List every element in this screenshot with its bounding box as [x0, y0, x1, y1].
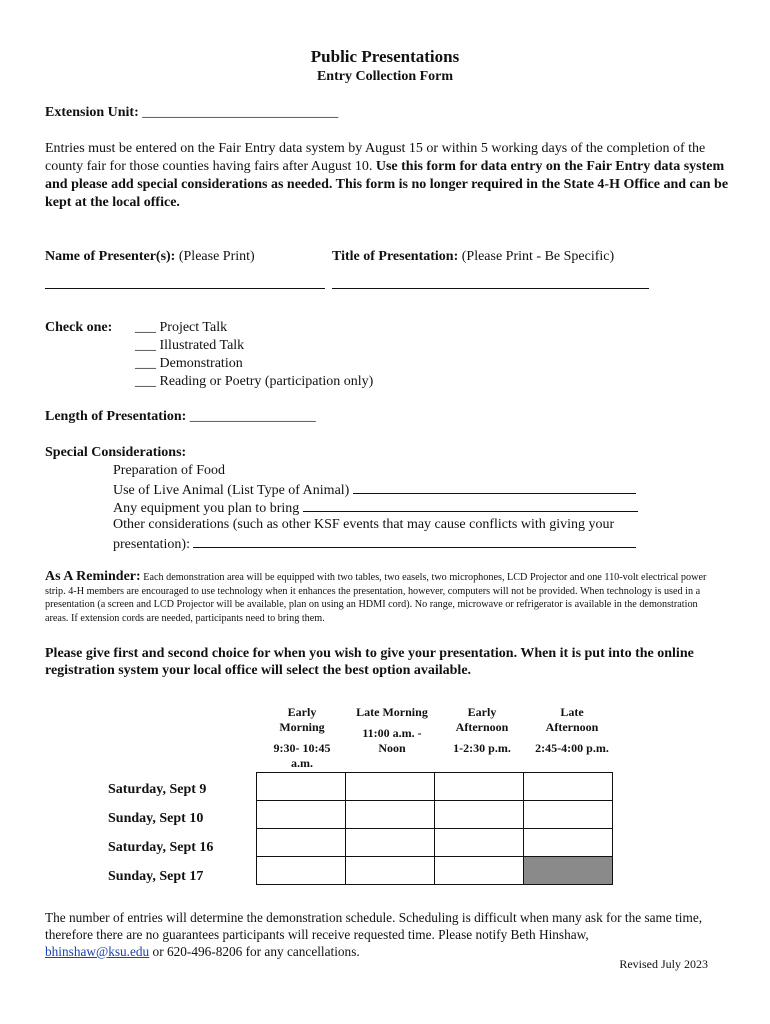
row-label-sat-sept-9: Saturday, Sept 9: [108, 782, 207, 797]
footer-paragraph: [45, 909, 717, 960]
option-demonstration[interactable]: ___ Demonstration: [135, 356, 243, 371]
revised-date: Revised July 2023: [619, 957, 708, 971]
special-equipment-label: Any equipment you plan to bring: [113, 501, 300, 516]
reminder-text: Each demonstration area will be equipped with two tables, two easels, two microphones, LCD Projector and one 110-volt electrical power strip. 4-H members are encouraged to use technology when it enhances the presentation, however, computers will not be provided. When technology is used in a presentation (a screen and LCD Projector will be available, plan on using an HDMI cord). No range, microwave or refrigerator is available in the demonstration areas. If extension cords are needed, participants need to bring them.: [45, 572, 707, 624]
presentation-title-hint: (Please Print - Be Specific): [458, 249, 615, 264]
col-header-late-morning-line1: Late Morning: [356, 705, 428, 719]
col-header-late-afternoon-time1: 2:45-4:00 p.m.: [535, 741, 609, 755]
option-illustrated-talk[interactable]: ___ Illustrated Talk: [135, 338, 245, 353]
presentation-title-label: Title of Presentation:: [332, 249, 459, 264]
special-considerations-label: Special Considerations:: [45, 445, 187, 460]
cell-sun17-late-afternoon-unavailable: [524, 857, 613, 885]
extension-unit-label: Extension Unit:: [45, 105, 139, 120]
page-subtitle: Entry Collection Form: [316, 69, 454, 84]
live-animal-field[interactable]: [353, 480, 636, 494]
extension-unit-field[interactable]: [45, 104, 338, 122]
cell-sat16-late-afternoon[interactable]: [524, 829, 613, 857]
presenter-name-field[interactable]: [45, 288, 325, 289]
cell-sun10-early-morning[interactable]: [257, 801, 346, 829]
presentation-title-heading: [332, 248, 614, 266]
length-label: Length of Presentation:: [45, 409, 187, 424]
cell-sun10-early-afternoon[interactable]: [435, 801, 524, 829]
footer-text-1: The number of entries will determine the demonstration schedule. Scheduling is difficult when many ask for the same time, therefore there are no guarantees participants will receive requested time. Please notify Beth Hinshaw,: [45, 910, 703, 942]
reminder-label: As A Reminder:: [45, 569, 141, 584]
length-field[interactable]: [45, 408, 316, 426]
col-header-late-morning: [346, 705, 438, 756]
col-header-late-morning-time2: Noon: [378, 741, 406, 755]
intro-paragraph: [45, 140, 735, 212]
special-presentation: [113, 534, 636, 554]
presentation-title-field[interactable]: [332, 288, 649, 289]
cell-sun17-early-morning[interactable]: [257, 857, 346, 885]
footer-text-2: or 620-496-8206 for any cancellations.: [149, 944, 360, 959]
col-header-early-morning-line2: Morning: [279, 720, 325, 734]
presenter-name-label: Name of Presenter(s):: [45, 249, 176, 264]
choice-instructions: Please give first and second choice for when you wish to give your presentation. When it is put into the online registration system your local office will select the best option available.: [45, 646, 694, 678]
cell-sat16-early-afternoon[interactable]: [435, 829, 524, 857]
cell-sun17-early-afternoon[interactable]: [435, 857, 524, 885]
intro-normal-text: Entries must be entered on the Fair Entry data system by August 15 or within 5 working days of the completion of the county fair for those counties having fairs after August 10.: [45, 141, 706, 174]
other-considerations-field[interactable]: [193, 534, 636, 548]
col-header-early-morning: [256, 705, 348, 771]
option-project-talk[interactable]: ___ Project Talk: [135, 320, 228, 335]
col-header-early-morning-time1: 9:30- 10:45: [273, 741, 331, 755]
extension-unit-line[interactable]: ____________________________: [142, 105, 339, 120]
cell-sat9-early-afternoon[interactable]: [435, 773, 524, 801]
col-header-early-morning-line1: Early: [287, 705, 317, 719]
special-live-animal-label: Use of Live Animal (List Type of Animal): [113, 483, 350, 498]
cell-sat9-late-afternoon[interactable]: [524, 773, 613, 801]
row-label-sat-sept-16: Saturday, Sept 16: [108, 840, 214, 855]
row-label-sun-sept-10: Sunday, Sept 10: [108, 811, 204, 826]
presenter-name-hint: (Please Print): [175, 249, 255, 264]
special-live-animal: [113, 480, 636, 500]
cell-sun17-late-morning[interactable]: [346, 857, 435, 885]
col-header-early-afternoon: [436, 705, 528, 756]
check-one-label: Check one:: [45, 320, 113, 335]
reminder-paragraph: [45, 570, 721, 625]
special-equipment: [113, 498, 638, 518]
col-header-late-afternoon-line1: Late: [560, 705, 584, 719]
cell-sun10-late-morning[interactable]: [346, 801, 435, 829]
special-food: Preparation of Food: [113, 463, 225, 478]
col-header-early-afternoon-line2: Afternoon: [455, 720, 509, 734]
equipment-field[interactable]: [303, 498, 638, 512]
length-line[interactable]: __________________: [189, 409, 316, 424]
row-label-sun-sept-17: Sunday, Sept 17: [108, 869, 204, 884]
col-header-late-morning-time1: 11:00 a.m. -: [362, 726, 422, 740]
col-header-early-morning-time2: a.m.: [291, 756, 313, 770]
col-header-late-afternoon-line2: Afternoon: [545, 720, 599, 734]
col-header-early-afternoon-time1: 1-2:30 p.m.: [453, 741, 511, 755]
cell-sat9-late-morning[interactable]: [346, 773, 435, 801]
table-row: [257, 829, 613, 857]
cell-sun10-late-afternoon[interactable]: [524, 801, 613, 829]
cell-sat9-early-morning[interactable]: [257, 773, 346, 801]
col-header-late-afternoon: [526, 705, 618, 756]
col-header-early-afternoon-line1: Early: [467, 705, 497, 719]
cell-sat16-early-morning[interactable]: [257, 829, 346, 857]
table-row: [257, 857, 613, 885]
email-link[interactable]: bhinshaw@ksu.edu: [45, 944, 150, 959]
table-row: [257, 773, 613, 801]
presenter-name-heading: [45, 248, 255, 266]
special-other: Other considerations (such as other KSF events that may cause conflicts with giving your: [113, 517, 615, 532]
intro-bold-text: Use this form for data entry on the Fair Entry data system and please add special considerations as needed. This form is no longer required in the State 4-H Office and can be kept at the local office.: [45, 159, 729, 210]
option-reading-poetry[interactable]: ___ Reading or Poetry (participation only): [135, 374, 374, 389]
special-presentation-label: presentation):: [113, 537, 190, 552]
page-title: Public Presentations: [310, 47, 460, 66]
schedule-grid: [256, 772, 613, 885]
table-row: [257, 801, 613, 829]
cell-sat16-late-morning[interactable]: [346, 829, 435, 857]
